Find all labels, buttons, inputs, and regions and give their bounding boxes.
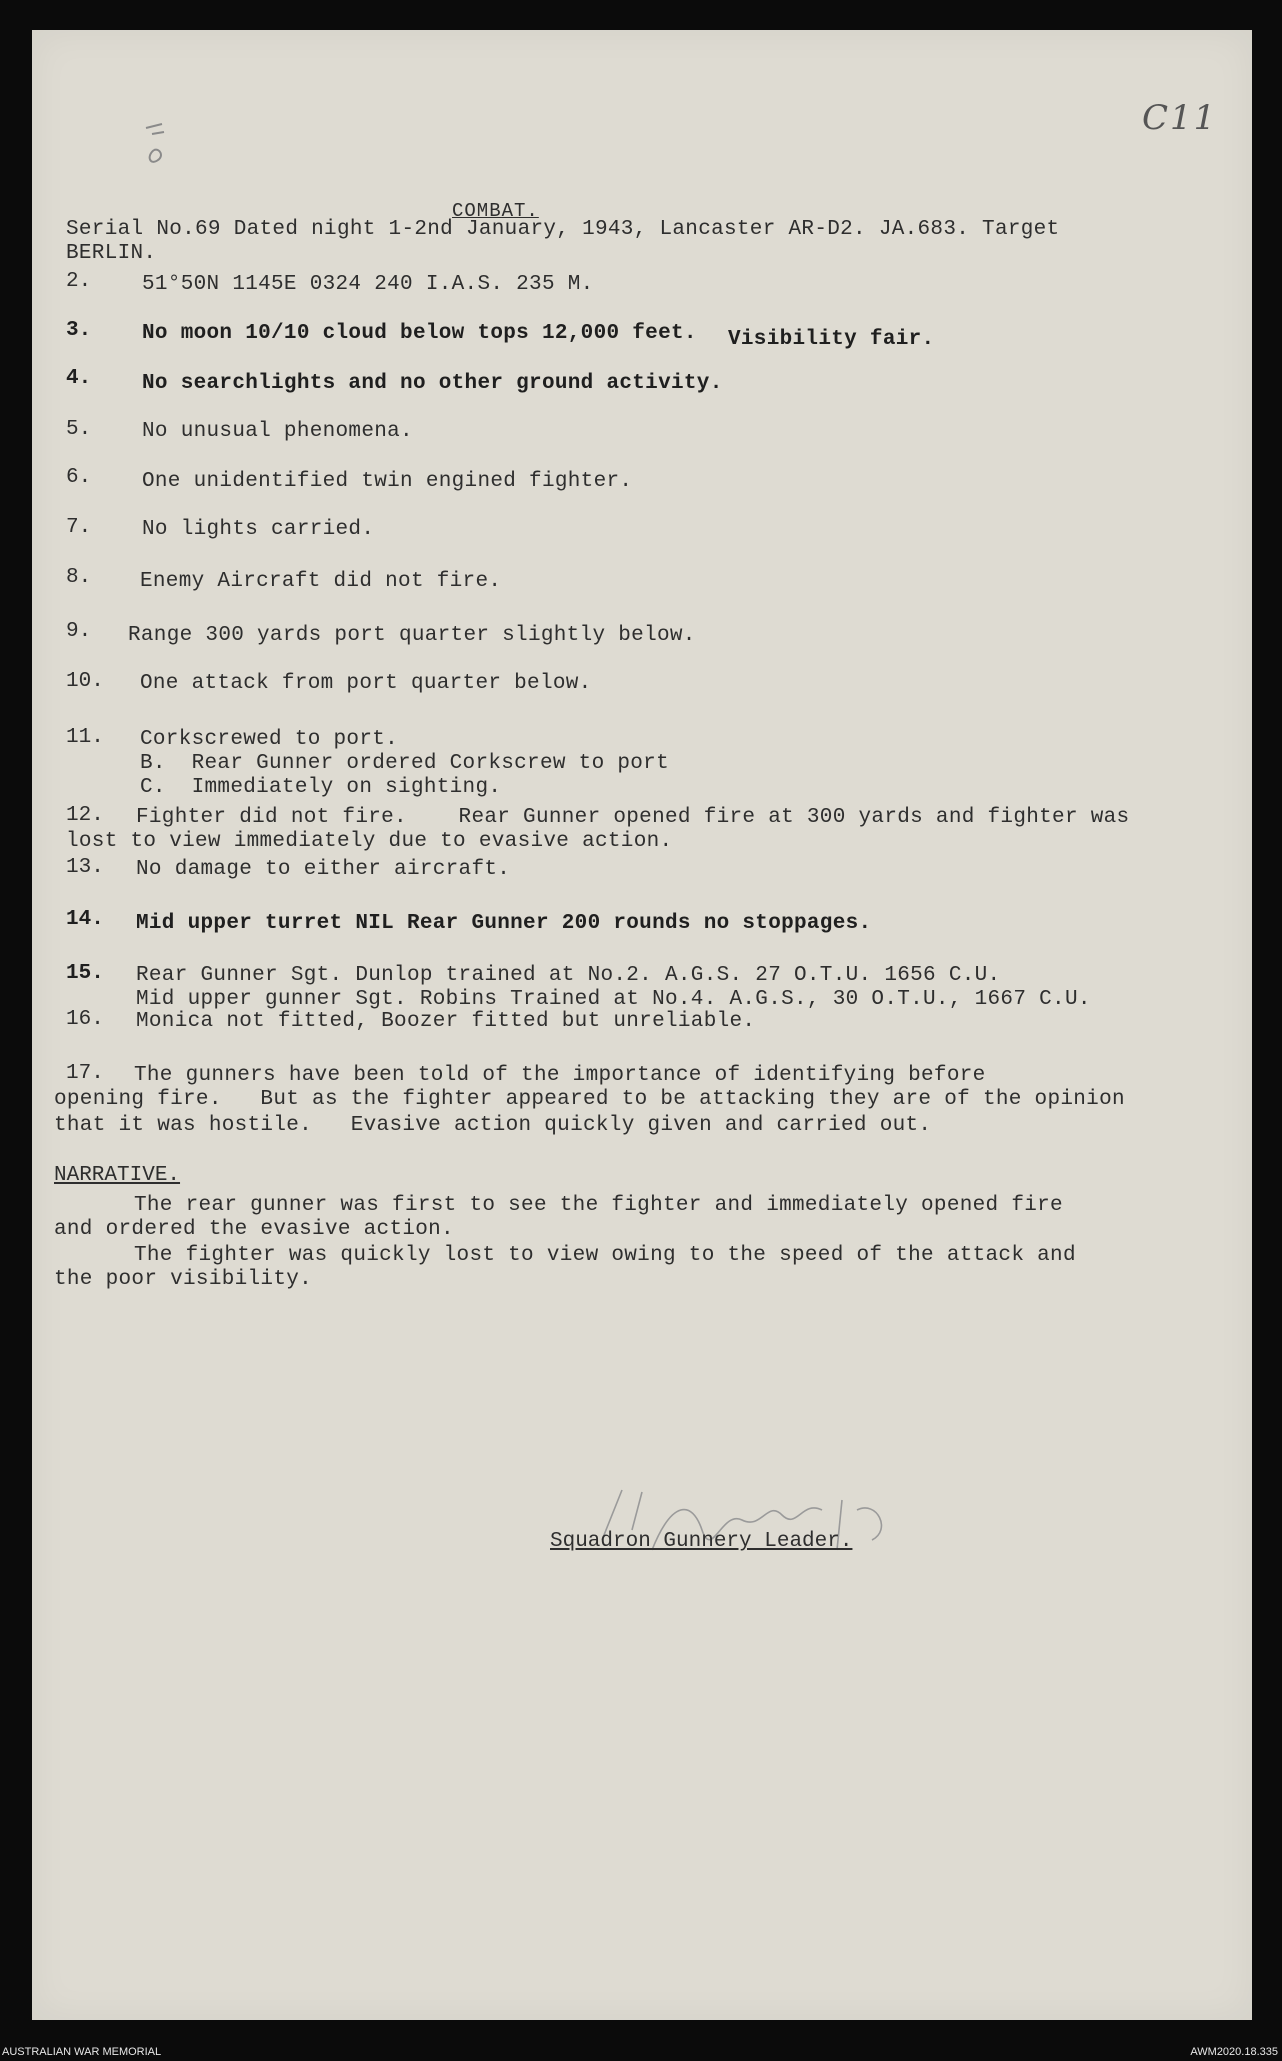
item-number: 3.	[66, 319, 92, 342]
serial-line-target: BERLIN.	[66, 242, 157, 265]
item-text: One unidentified twin engined fighter.	[142, 470, 633, 493]
narrative-line: and ordered the evasive action.	[54, 1218, 454, 1241]
item-number: 7.	[66, 516, 92, 539]
narrative-heading: NARRATIVE.	[54, 1164, 181, 1187]
item-text: No moon 10/10 cloud below tops 12,000 feet.	[142, 322, 697, 345]
item-text: Monica not fitted, Boozer fitted but unreliable.	[136, 1010, 756, 1033]
handwritten-signature-icon	[592, 1470, 952, 1580]
narrative-line: the poor visibility.	[54, 1268, 313, 1291]
item-continuation: that it was hostile. Evasive action quickly given and carried out.	[54, 1114, 932, 1137]
item-number: 2.	[66, 270, 92, 293]
serial-line: Serial No.69 Dated night 1-2nd January, 1943, Lancaster AR-D2. JA.683. Target	[66, 218, 1060, 241]
item-number: 16.	[66, 1008, 104, 1031]
item-number: 17.	[66, 1062, 104, 1085]
item-text-visibility: Visibility fair.	[728, 328, 935, 351]
item-number: 8.	[66, 566, 92, 589]
page-title: COMBAT.	[452, 200, 539, 222]
item-number: 5.	[66, 418, 92, 441]
document-page	[32, 30, 1252, 2020]
item-number: 9.	[66, 620, 92, 643]
item-subline: B. Rear Gunner ordered Corkscrew to port	[140, 752, 669, 775]
item-number: 10.	[66, 670, 104, 693]
staple-mark-icon	[142, 120, 172, 180]
signature-label: Squadron Gunnery Leader.	[550, 1530, 853, 1553]
item-number: 12.	[66, 804, 104, 827]
item-text: No lights carried.	[142, 518, 375, 541]
item-number: 15.	[66, 962, 104, 985]
item-text: Corkscrewed to port.	[140, 728, 399, 751]
item-number: 11.	[66, 726, 104, 749]
item-text: Mid upper turret NIL Rear Gunner 200 rounds no stoppages.	[136, 912, 872, 935]
item-text: One attack from port quarter below.	[140, 672, 592, 695]
item-number: 14.	[66, 908, 104, 931]
item-text: 51°50N 1145E 0324 240 I.A.S. 235 M.	[142, 273, 594, 296]
item-text: Rear Gunner Sgt. Dunlop trained at No.2. A.G.S. 27 O.T.U. 1656 C.U.	[136, 964, 1001, 987]
item-text: Fighter did not fire. Rear Gunner opened fire at 300 yards and fighter was	[136, 806, 1130, 829]
item-text: Range 300 yards port quarter slightly below.	[128, 624, 696, 647]
item-text: No unusual phenomena.	[142, 420, 413, 443]
item-text: No searchlights and no other ground activity.	[142, 372, 723, 395]
item-text: The gunners have been told of the importance of identifying before	[134, 1064, 986, 1087]
item-text: Enemy Aircraft did not fire.	[140, 570, 502, 593]
footer-institution: AUSTRALIAN WAR MEMORIAL	[2, 2046, 162, 2058]
page-reference: C11	[1142, 98, 1218, 138]
item-number: 6.	[66, 466, 92, 489]
item-subline: C. Immediately on sighting.	[140, 776, 502, 799]
narrative-line: The fighter was quickly lost to view owing to the speed of the attack and	[134, 1244, 1076, 1267]
item-continuation: Mid upper gunner Sgt. Robins Trained at No.4. A.G.S., 30 O.T.U., 1667 C.U.	[136, 988, 1091, 1011]
item-continuation: opening fire. But as the fighter appeared to be attacking they are of the opinion	[54, 1088, 1125, 1111]
narrative-line: The rear gunner was first to see the fighter and immediately opened fire	[134, 1194, 1063, 1217]
item-text: No damage to either aircraft.	[136, 858, 511, 881]
item-continuation: lost to view immediately due to evasive action.	[66, 830, 673, 853]
item-number: 4.	[66, 367, 92, 390]
footer-accession-number: AWM2020.18.335	[1190, 2046, 1278, 2058]
item-number: 13.	[66, 856, 104, 879]
